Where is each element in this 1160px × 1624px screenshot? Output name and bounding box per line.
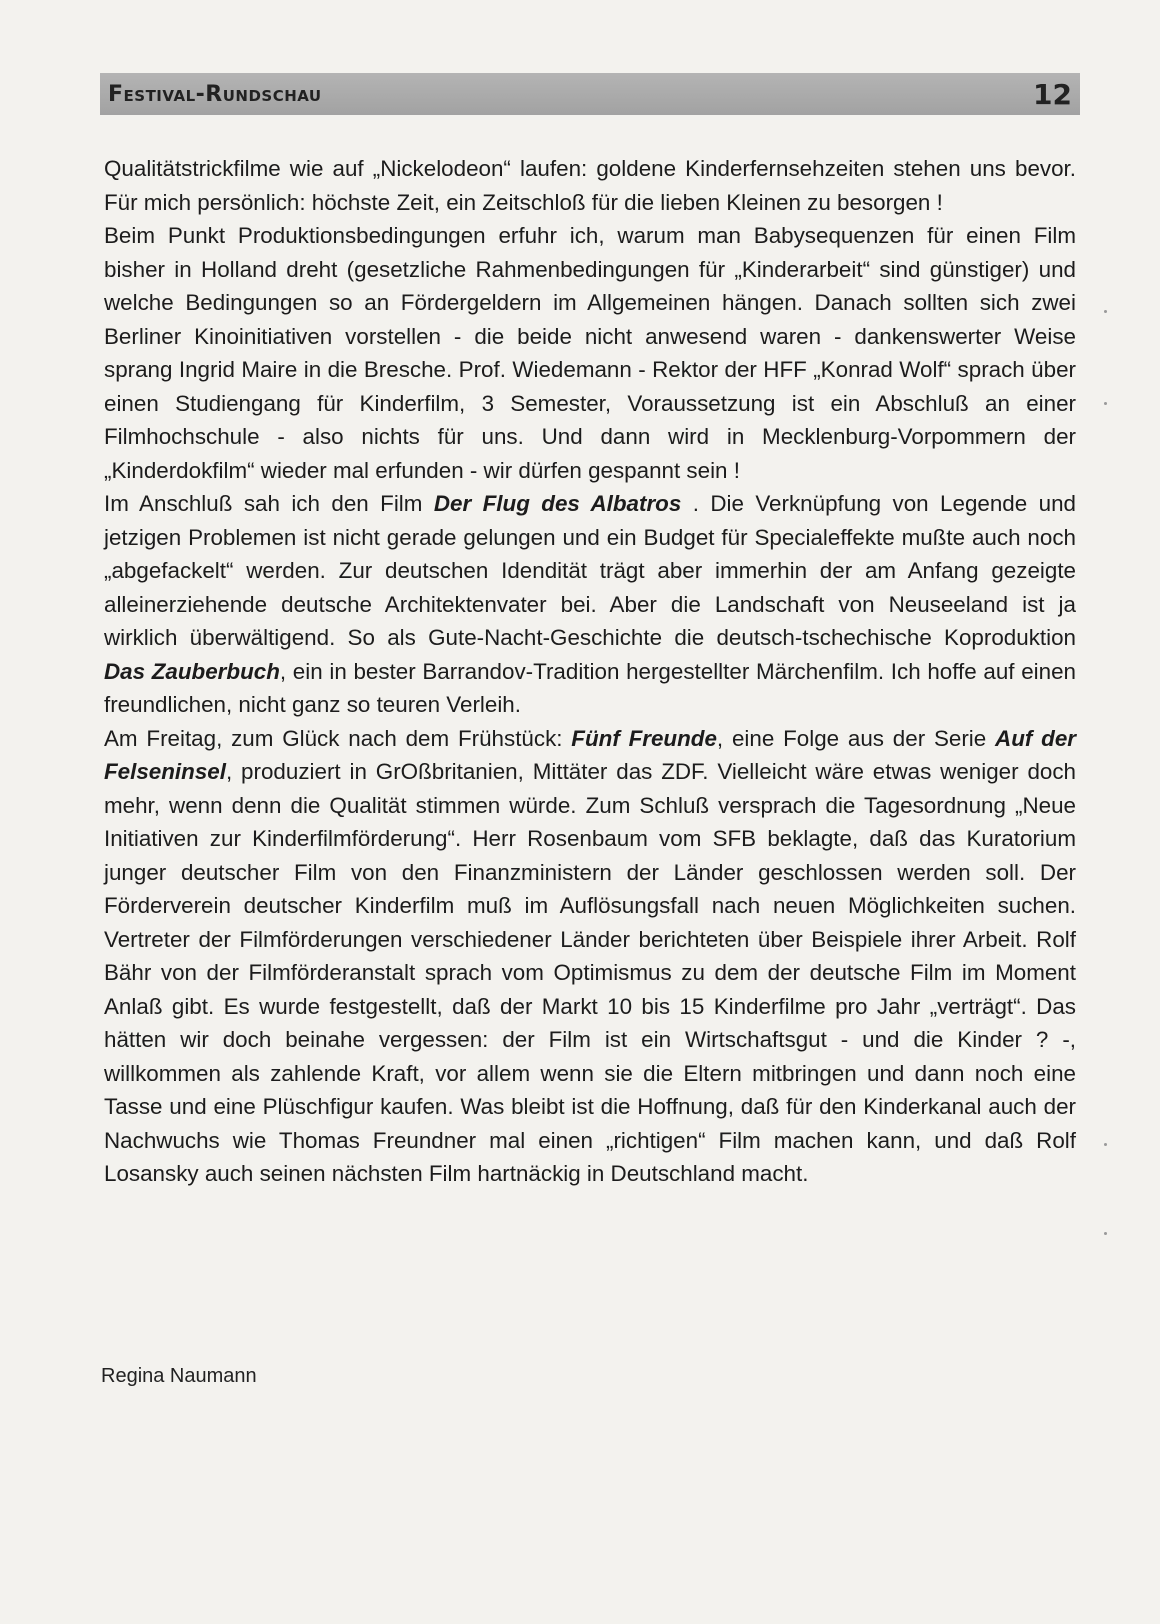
paragraph — [104, 487, 1076, 722]
scan-speck — [1104, 402, 1107, 405]
page-number: 12 — [1033, 77, 1072, 111]
text-run: Im Anschluß sah ich den Film — [104, 491, 434, 516]
paragraph — [104, 722, 1076, 1191]
film-title: Fünf Freunde — [571, 725, 717, 751]
scan-speck — [1104, 1143, 1107, 1146]
text-run: Beim Punkt Produktionsbedingungen erfuhr ich, warum man Babysequenzen für einen Film bisher in Holland dreht (gesetzliche Rahmenbedingungen für „Kinderarbeit“ sind günstiger) und welche Bedingungen so an Fördergeldern im Allgemeinen hängen. Danach sollten sich zwei Berliner Kinoinitiativen vorstellen - die beide nicht anwesend waren - dankenswerter Weise sprang Ingrid Maire in die Bresche. Prof. Wiedemann - Rektor der HFF „Konrad Wolf“ sprach über einen Studiengang für Kinderfilm, 3 Semester, Voraussetzung ist ein Abschluß an einer Filmhochschule - also nichts für uns. Und dann wird in Mecklenburg-Vorpommern der „Kinderdokfilm“ wieder mal erfunden - wir dürfen gespannt sein ! — [104, 223, 1076, 483]
text-run: , eine Folge aus der Serie — [716, 725, 996, 751]
text-run: Am Freitag, zum Glück nach dem Frühstück: — [104, 725, 572, 751]
author-signature: Regina Naumann — [101, 1365, 257, 1387]
scan-speck — [1104, 1232, 1107, 1235]
film-title: Der Flug des Albatros — [433, 491, 682, 516]
paragraph — [104, 219, 1076, 487]
scan-speck — [1104, 310, 1107, 313]
text-run: . Die Verknüpfung von Legende und jetzigen Problemen ist nicht gerade gelungen und ein Budget für Specialeffekte mußte auch noch „abgefackelt“ werden. Zur deutschen Idendität trägt aber immerhin der am Anfang gezeigte alleinerziehende deutsche Architektenvater bei. Aber die Landschaft von Neuseeland ist ja wirklich überwältigend. So als Gute-Nacht-Geschichte die deutsch-tschechische Koproduktion — [104, 491, 1076, 650]
film-title: Auf der Felseninsel — [104, 725, 1076, 784]
article-body — [104, 152, 1076, 1191]
text-run: Qualitätstrickfilme wie auf „Nickelodeon“ laufen: goldene Kinderfernsehzeiten stehen uns bevor. Für mich persönlich: höchste Zeit, ein Zeitschloß für die lieben Kleinen zu besorgen ! — [104, 156, 1076, 215]
film-title: Das Zauberbuch — [104, 658, 280, 684]
paragraph — [104, 152, 1076, 219]
running-header — [100, 73, 1080, 115]
section-title: Festival-Rundschau — [108, 81, 322, 107]
text-run: , produziert in GrOßbritanien, Mittäter das ZDF. Vielleicht wäre etwas weniger doch mehr, wenn denn die Qualität stimmen würde. Zum Schluß versprach die Tagesordnung „Neue Initiativen zur Kinderfilmförderung“. Herr Rosenbaum vom SFB beklagte, daß das Kuratorium junger deutscher Film von den Finanzministern der Länder geschlossen werden soll. Der Förderverein deutscher Kinderfilm muß im Auflösungsfall nach neuen Möglichkeiten suchen. Vertreter der Filmförderungen verschiedener Länder berichteten über Beispiele ihrer Arbeit. Rolf Bähr von der Filmförderanstalt sprach vom Optimismus zu dem der deutsche Film im Moment Anlaß gibt. Es wurde festgestellt, daß der Markt 10 bis 15 Kinderfilme pro Jahr „verträgt“. Das hätten wir doch beinahe vergessen: der Film ist ein Wirtschaftsgut - und die Kinder ? -, willkommen als zahlende Kraft, vor allem wenn sie die Eltern mitbringen und dann noch eine Tasse und eine Plüschfigur kaufen. Was bleibt ist die Hoffnung, daß für den Kinderkanal auch der Nachwuchs wie Thomas Freundner mal einen „richtigen“ Film machen kann, und daß Rolf Losansky auch seinen nächsten Film hartnäckig in Deutschland macht. — [104, 759, 1076, 1186]
text-run: , ein in bester Barrandov-Tradition hergestellter Märchenfilm. Ich hoffe auf einen freundlichen, nicht ganz so teuren Verleih. — [104, 658, 1076, 717]
